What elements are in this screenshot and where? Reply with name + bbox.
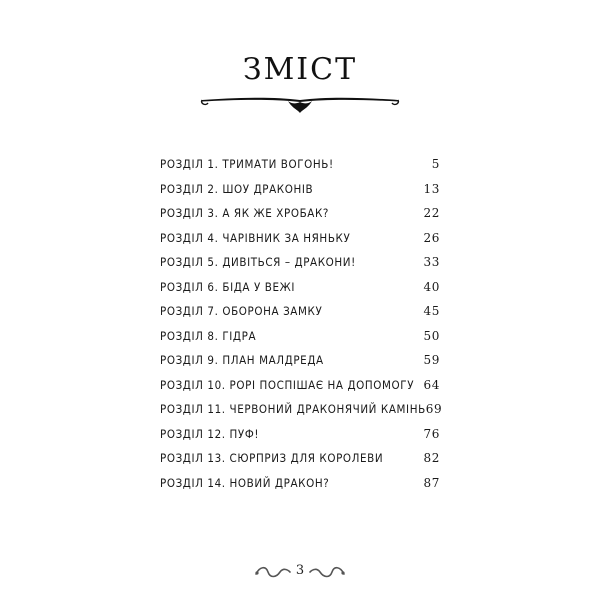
toc-entry-page: 5 [431, 157, 440, 171]
toc-entry-title: РОЗДІЛ 11. ЧЕРВОНИЙ ДРАКОНЯЧИЙ КАМІНЬ [160, 402, 426, 416]
toc-entry [160, 378, 440, 403]
toc-entry-title: РОЗДІЛ 14. НОВИЙ ДРАКОН? [160, 475, 330, 490]
page-number: 3 [295, 563, 305, 578]
toc-entry-page: 50 [423, 328, 440, 343]
toc-entry-title: РОЗДІЛ 5. ДИВІТЬСЯ – ДРАКОНИ! [160, 255, 356, 269]
toc-entry-page: 26 [423, 230, 440, 245]
toc-entry [160, 304, 440, 329]
toc-entry [160, 206, 440, 231]
toc-entry [160, 329, 440, 354]
toc-entry [160, 402, 443, 427]
toc-entry-title: РОЗДІЛ 2. ШОУ ДРАКОНІВ [160, 181, 314, 196]
toc-entry-title: РОЗДІЛ 1. ТРИМАТИ ВОГОНЬ! [160, 157, 334, 171]
toc-entry [160, 476, 440, 501]
toc-entry-page: 64 [423, 377, 440, 392]
toc-entry-title: РОЗДІЛ 6. БІДА У ВЕЖІ [160, 279, 295, 294]
toc-entry [160, 231, 440, 256]
toc-entry-page: 59 [423, 353, 440, 367]
toc-entry [160, 157, 440, 182]
title-ornament [200, 92, 400, 114]
toc-entry [160, 255, 440, 280]
toc-entry [160, 451, 440, 476]
toc-entry-page: 33 [423, 255, 440, 269]
toc-entry-page: 13 [423, 181, 440, 196]
toc-entry [160, 280, 440, 305]
right-swirl-ornament [308, 564, 346, 580]
toc-entry-page: 69 [425, 402, 443, 416]
toc-entry-title: РОЗДІЛ 8. ГІДРА [160, 328, 257, 343]
toc-entry-title: РОЗДІЛ 12. ПУФ! [160, 426, 260, 441]
toc-entry-title: РОЗДІЛ 10. РОРІ ПОСПІШАЄ НА ДОПОМОГУ [160, 377, 415, 392]
toc-entry-page: 22 [423, 206, 440, 220]
toc-entry-page: 82 [423, 451, 440, 465]
page-footer [250, 560, 350, 584]
toc-entry-title: РОЗДІЛ 9. ПЛАН МАЛДРЕДА [160, 353, 324, 367]
toc-entry [160, 427, 440, 452]
page-title: ЗМІСТ [242, 52, 358, 87]
toc-entry-title: РОЗДІЛ 4. ЧАРІВНИК ЗА НЯНЬКУ [160, 230, 351, 245]
toc-entry-page: 87 [423, 475, 440, 490]
toc-entry-title: РОЗДІЛ 3. А ЯК ЖЕ ХРОБАК? [160, 206, 329, 220]
toc-entry-title: РОЗДІЛ 7. ОБОРОНА ЗАМКУ [160, 304, 323, 318]
toc-entry-page: 76 [423, 426, 440, 441]
toc-entry [160, 353, 440, 378]
toc-entry-page: 45 [423, 304, 440, 318]
toc-entry [160, 182, 440, 207]
toc-entry-title: РОЗДІЛ 13. СЮРПРИЗ ДЛЯ КОРОЛЕВИ [160, 451, 384, 465]
table-of-contents [160, 157, 443, 500]
toc-entry-page: 40 [423, 279, 440, 294]
